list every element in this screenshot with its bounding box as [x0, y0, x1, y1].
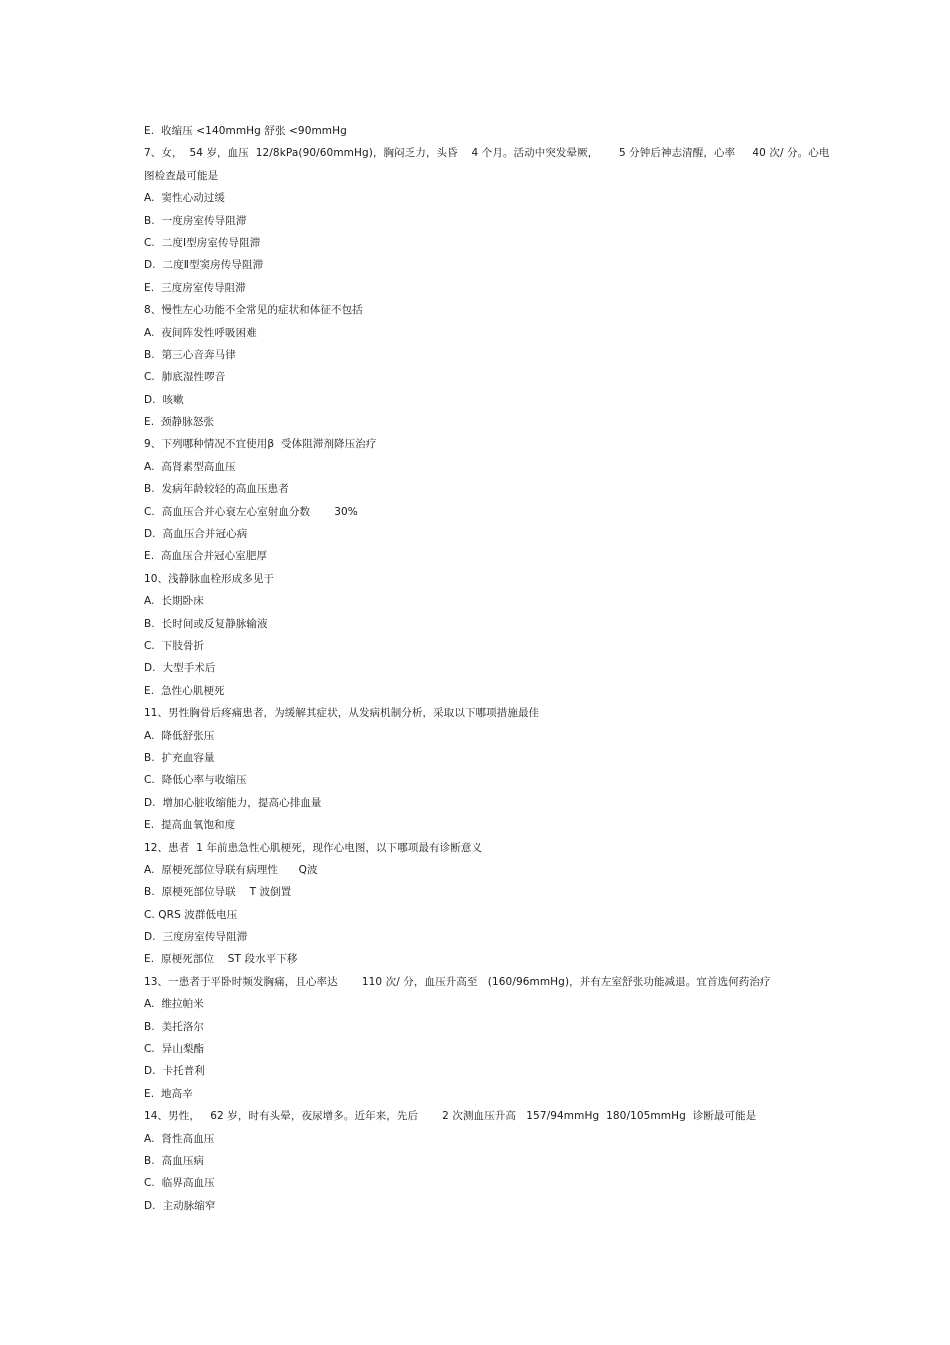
- text-line: E. 收缩压 <140mmHg 舒张 <90mmHg: [144, 125, 347, 137]
- text-line: B. 原梗死部位导联 T 波倒置: [144, 886, 292, 899]
- text-line: B. 一度房室传导阻滞: [144, 214, 247, 227]
- text-line: B. 扩充血容量: [144, 751, 215, 764]
- text-line: C. 二度Ⅰ型房室传导阻滞: [144, 236, 261, 249]
- text-line: E. 急性心肌梗死: [144, 684, 225, 697]
- text-line: C. 肺底湿性啰音: [144, 371, 226, 384]
- text-line: E. 颈静脉怒张: [144, 416, 215, 429]
- text-line: D. 主动脉缩窄: [144, 1199, 216, 1212]
- text-line: A. 长期卧床: [144, 595, 204, 608]
- text-line: A. 窦性心动过缓: [144, 192, 226, 205]
- text-line: C. 高血压合并心衰左心室射血分数 30%: [144, 505, 358, 518]
- text-line: 9、下列哪种情况不宜使用β 受体阻滞剂降压治疗: [144, 438, 377, 451]
- text-line: D. 卡托普利: [144, 1065, 205, 1078]
- text-line: E. 地高辛: [144, 1087, 193, 1100]
- text-line: C. 临界高血压: [144, 1177, 215, 1190]
- text-line: C. 降低心率与收缩压: [144, 774, 247, 787]
- text-line: B. 发病年龄较轻的高血压患者: [144, 483, 289, 496]
- text-line: E. 高血压合并冠心室肥厚: [144, 550, 268, 563]
- text-line: D. 高血压合并冠心病: [144, 528, 248, 541]
- text-line: E. 提高血氧饱和度: [144, 819, 236, 832]
- text-line: 11、男性胸骨后疼痛患者，为缓解其症状，从发病机制分析，采取以下哪项措施最佳: [144, 707, 540, 720]
- text-line: A. 维拉帕米: [144, 998, 204, 1011]
- text-line: A. 肾性高血压: [144, 1132, 215, 1145]
- text-line: D. 三度房室传导阻滞: [144, 931, 248, 944]
- text-line: 图检查最可能是: [144, 169, 219, 182]
- text-line: A. 高肾素型高血压: [144, 460, 236, 473]
- text-line: C. QRS 波群低电压: [144, 908, 238, 921]
- text-line: B. 高血压病: [144, 1154, 205, 1167]
- text-line: 14、男性， 62 岁，时有头晕，夜尿增多。近年来，先后 2 次测血压升高 157/94mmHg 180/105mmHg 诊断最可能是: [144, 1110, 757, 1123]
- text-line: B. 长时间或反复静脉输液: [144, 617, 268, 630]
- text-line: A. 夜间阵发性呼吸困难: [144, 326, 257, 339]
- text-line: E. 三度房室传导阻滞: [144, 281, 246, 294]
- text-line: B. 第三心音奔马律: [144, 348, 236, 361]
- text-line: A. 原梗死部位导联有病理性 Q波: [144, 863, 318, 876]
- text-line: 12、患者 1 年前患急性心肌梗死，现作心电图，以下哪项最有诊断意义: [144, 841, 483, 854]
- text-line: D. 咳嗽: [144, 393, 184, 406]
- text-line: 8、慢性左心功能不全常见的症状和体征不包括: [144, 304, 363, 317]
- text-line: C. 下肢骨折: [144, 639, 205, 652]
- document-body: [144, 120, 830, 1217]
- text-line: E. 原梗死部位 ST 段水平下移: [144, 953, 298, 966]
- text-line: D. 二度Ⅱ型窦房传导阻滞: [144, 259, 264, 272]
- text-line: D. 大型手术后: [144, 662, 216, 675]
- text-line: 10、浅静脉血栓形成多见于: [144, 572, 275, 585]
- text-line: B. 美托洛尔: [144, 1020, 205, 1033]
- text-line: C. 异山梨酯: [144, 1043, 205, 1056]
- text-line: 13、一患者于平卧时频发胸痛，且心率达 110 次/ 分，血压升高至 (160/96mmHg)，并有左室舒张功能减退。宜首选何药治疗: [144, 975, 771, 988]
- text-line: 7、女， 54 岁，血压 12/8kPa(90/60mmHg)，胸闷乏力，头昏 4 个月。活动中突发晕厥， 5 分钟后神志清醒，心率 40 次/ 分。心电: [144, 147, 830, 160]
- text-line: A. 降低舒张压: [144, 729, 215, 742]
- text-line: D. 增加心脏收缩能力，提高心排血量: [144, 796, 322, 809]
